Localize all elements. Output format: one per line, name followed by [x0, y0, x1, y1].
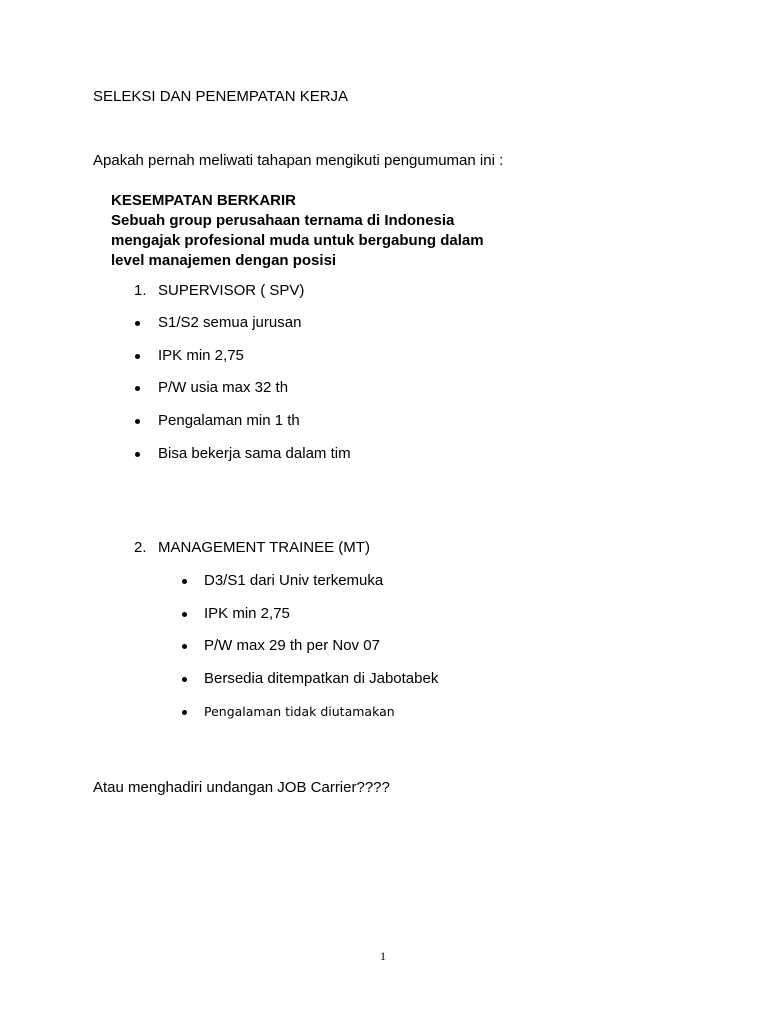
bullet-icon [135, 321, 140, 326]
announcement-heading: KESEMPATAN BERKARIR [111, 192, 297, 209]
bullet-icon [135, 386, 140, 391]
bullet-icon [135, 354, 140, 359]
announcement-line: Sebuah group perusahaan ternama di Indonesia [111, 212, 455, 229]
document-title: SELEKSI DAN PENEMPATAN KERJA [93, 88, 349, 105]
bullet-icon [182, 710, 187, 715]
intro-text: Apakah pernah meliwati tahapan mengikuti pengumuman ini : [93, 152, 504, 169]
position-title: MANAGEMENT TRAINEE (MT) [158, 539, 370, 556]
bullet-icon [135, 452, 140, 457]
requirement-item: Bisa bekerja sama dalam tim [158, 445, 351, 462]
announcement-block [111, 191, 484, 271]
requirement-item: P/W max 29 th per Nov 07 [204, 637, 380, 654]
position-number: 2. [134, 539, 147, 556]
bullet-icon [182, 677, 187, 682]
closing-text: Atau menghadiri undangan JOB Carrier???? [93, 779, 390, 796]
position-title: SUPERVISOR ( SPV) [158, 282, 305, 299]
page-number: 1 [380, 949, 386, 963]
bullet-icon [182, 644, 187, 649]
requirement-item: Bersedia ditempatkan di Jabotabek [204, 670, 439, 687]
announcement-line: level manajemen dengan posisi [111, 252, 337, 269]
bullet-icon [182, 612, 187, 617]
requirement-item: IPK min 2,75 [158, 347, 244, 364]
requirement-item: P/W usia max 32 th [158, 379, 289, 396]
requirement-item: S1/S2 semua jurusan [158, 314, 302, 331]
requirement-item: Pengalaman tidak diutamakan [204, 704, 395, 719]
bullet-icon [135, 419, 140, 424]
position-number: 1. [134, 282, 147, 299]
bullet-icon [182, 579, 187, 584]
announcement-line: mengajak profesional muda untuk bergabung dalam [111, 232, 484, 249]
requirement-item: IPK min 2,75 [204, 605, 290, 622]
requirement-item: Pengalaman min 1 th [158, 412, 300, 429]
requirement-item: D3/S1 dari Univ terkemuka [204, 572, 384, 589]
